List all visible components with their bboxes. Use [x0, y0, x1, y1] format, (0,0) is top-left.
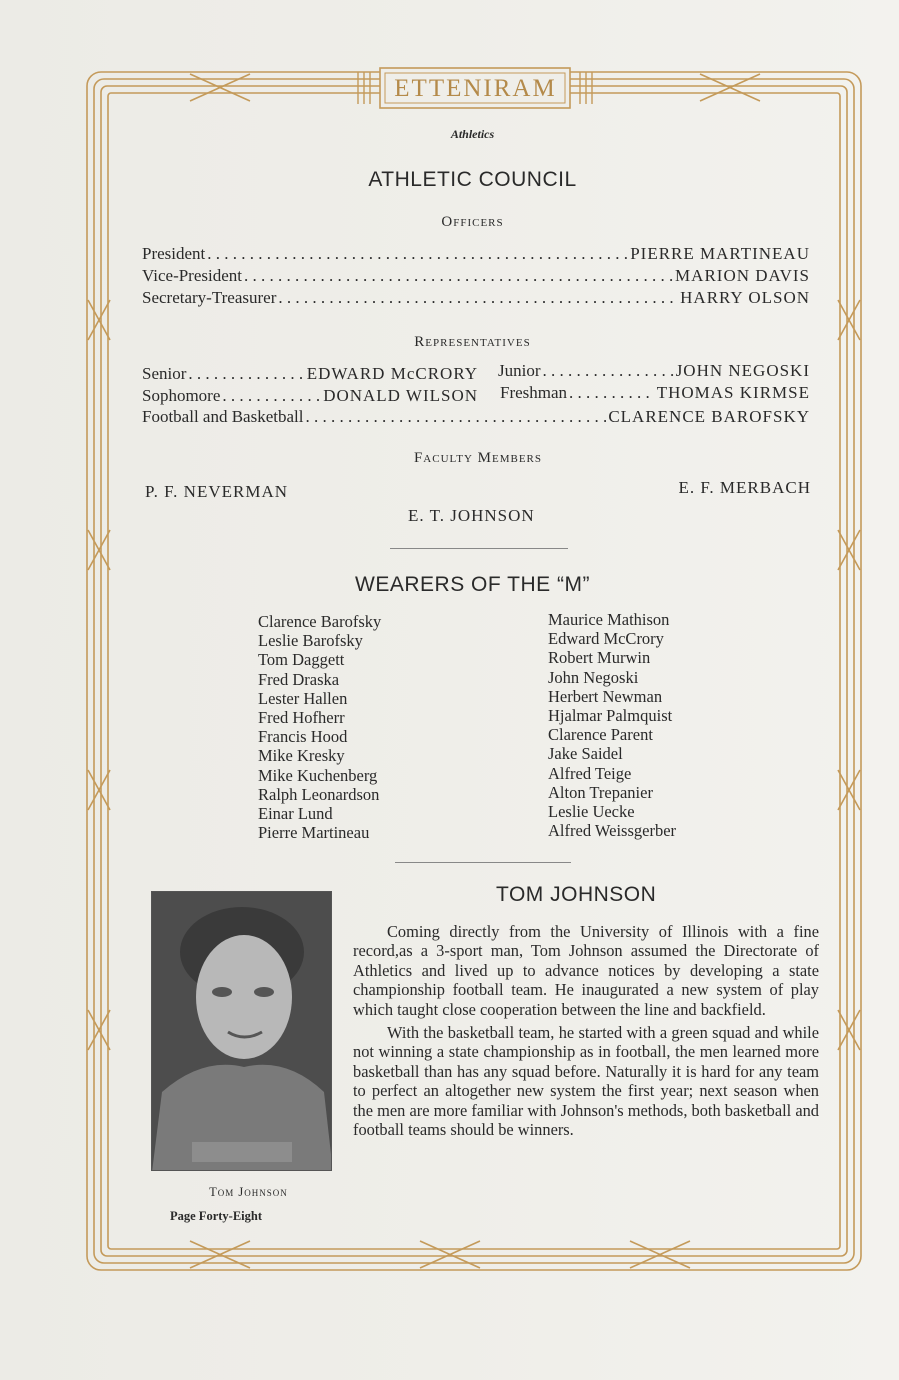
list-item: Fred Hofherr: [258, 708, 345, 728]
rep-label: Junior: [498, 361, 541, 380]
section-label: Athletics: [450, 127, 495, 141]
representatives-heading: Representatives: [414, 334, 531, 350]
list-item: John Negoski: [548, 667, 639, 687]
article-paragraph: With the basketball team, he started with a green squad and while not winning a state championship as in football, the men learned more basketball than has any squad before. Naturally it is hard for any team to perfect an altogether new system the first year; next season when the men are more familiar with Johnson's methods, both basketball and football teams should be winners.: [353, 1023, 819, 1140]
officer-row: [142, 266, 810, 286]
rep-row: [142, 407, 810, 427]
rep-row: [142, 364, 478, 384]
leader-dots: [305, 407, 606, 427]
faculty-left: P. F. NEVERMAN: [145, 482, 288, 501]
faculty-heading: Faculty Members: [413, 450, 543, 466]
list-item: Mike Kuchenberg: [258, 765, 378, 785]
officer-name: MARION DAVIS: [675, 266, 810, 285]
list-item: Ralph Leonardson: [258, 784, 380, 804]
list-item: Francis Hood: [258, 727, 348, 747]
rep-row: [500, 383, 810, 403]
officer-role: Secretary-Treasurer: [142, 288, 277, 307]
photo-caption: Tom Johnson: [209, 1185, 288, 1199]
faculty-right: E. F. MERBACH: [678, 478, 811, 497]
officer-name: PIERRE MARTINEAU: [630, 244, 810, 263]
rep-row: [498, 361, 810, 381]
list-item: Leslie Uecke: [548, 802, 635, 822]
list-item: Pierre Martineau: [258, 823, 370, 843]
list-item: Leslie Barofsky: [258, 631, 363, 651]
list-item: Clarence Barofsky: [258, 612, 382, 631]
rep-label: Freshman: [500, 383, 568, 402]
feature-title: TOM JOHNSON: [496, 883, 657, 906]
wearers-right-column: [548, 610, 676, 840]
officer-row: [142, 288, 810, 308]
list-item: Maurice Mathison: [548, 610, 670, 629]
list-item: Herbert Newman: [548, 686, 663, 706]
rep-name: THOMAS KIRMSE: [656, 383, 810, 402]
list-item: Lester Hallen: [258, 688, 348, 708]
rep-name: CLARENCE BAROFSKY: [608, 407, 810, 426]
divider: [395, 862, 571, 863]
leader-dots: [188, 364, 304, 384]
list-item: Einar Lund: [258, 804, 333, 824]
leader-dots: [244, 266, 673, 286]
rep-label: Sophomore: [142, 386, 221, 405]
council-title: ATHLETIC COUNCIL: [368, 168, 577, 191]
list-item: Tom Daggett: [258, 650, 345, 670]
wearers-title: WEARERS OF THE “M”: [355, 573, 590, 596]
list-item: Hjalmar Palmquist: [548, 706, 673, 726]
list-item: Edward McCrory: [548, 629, 664, 649]
page-number: Page Forty-Eight: [170, 1209, 262, 1223]
feature-article: [353, 922, 819, 1143]
leader-dots: [207, 244, 628, 264]
rep-label: Senior: [142, 364, 187, 383]
rep-name: EDWARD McCRORY: [306, 364, 478, 383]
leader-dots: [222, 386, 321, 406]
officer-role: Vice-President: [142, 266, 242, 285]
list-item: Alfred Weissgerber: [548, 821, 677, 841]
list-item: Clarence Parent: [548, 725, 653, 745]
list-item: Jake Saidel: [548, 744, 623, 764]
officer-row: [142, 244, 810, 264]
faculty-center: E. T. JOHNSON: [408, 506, 535, 525]
rep-name: DONALD WILSON: [323, 386, 478, 405]
list-item: Robert Murwin: [548, 648, 651, 668]
leader-dots: [569, 383, 655, 403]
officer-role: President: [142, 244, 206, 263]
officers-heading: Officers: [441, 214, 504, 230]
banner-title: ETTENIRAM: [394, 75, 557, 102]
list-item: Alton Trepanier: [548, 782, 653, 802]
rep-name: JOHN NEGOSKI: [675, 361, 810, 380]
leader-dots: [278, 288, 678, 308]
list-item: Fred Draska: [258, 669, 340, 689]
leader-dots: [543, 361, 674, 381]
portrait-illustration: [152, 892, 332, 1171]
wearers-left-column: [258, 612, 381, 842]
rep-row: [142, 386, 478, 406]
list-item: Alfred Teige: [548, 763, 632, 783]
portrait-photo: [151, 891, 332, 1171]
divider: [390, 548, 568, 549]
officer-name: HARRY OLSON: [680, 288, 810, 307]
article-paragraph: Coming directly from the University of Illinois with a fine record,as a 3-sport man, Tom Johnson assumed the Directorate of Athletics and lived up to advance notices by developing a state championship football team. He inaugurated a new system of play which taught close cooperation between the line and backfield.: [353, 922, 819, 1019]
list-item: Mike Kresky: [258, 746, 345, 766]
rep-label: Football and Basketball: [142, 407, 304, 426]
